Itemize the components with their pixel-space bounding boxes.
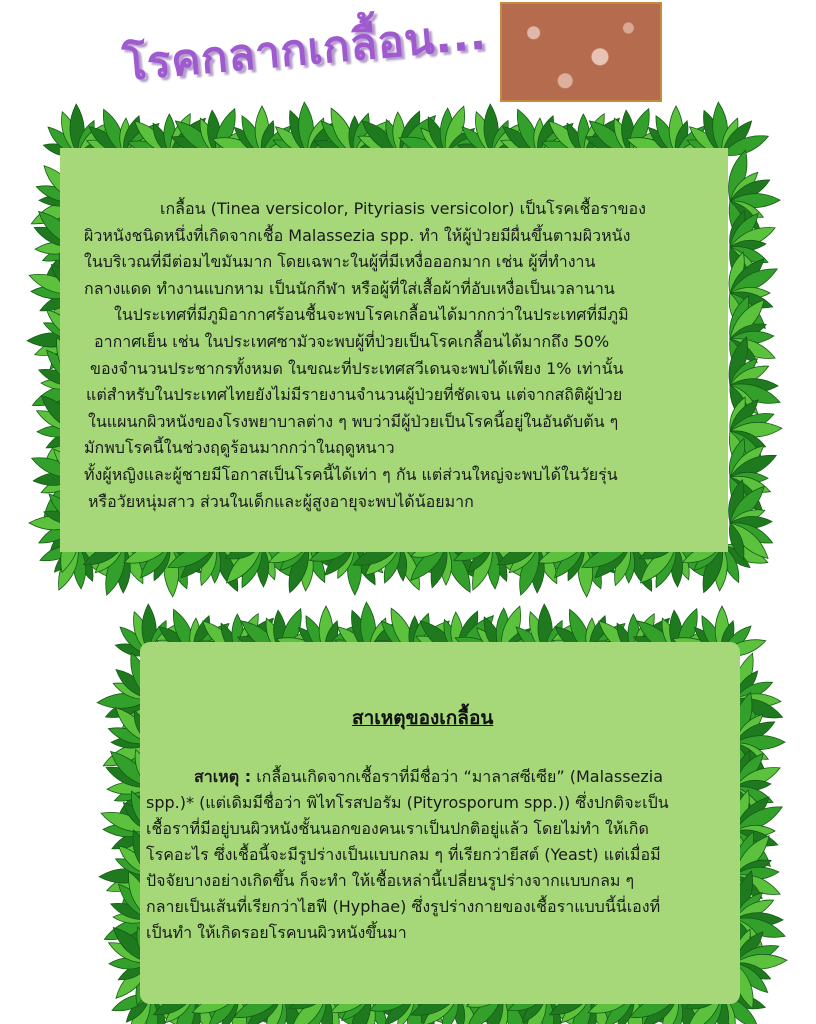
- cause-heading: สาเหตุของเกลื้อน: [352, 707, 494, 729]
- cause-text: [146, 764, 736, 946]
- cause-label: สาเหตุ :: [194, 767, 252, 786]
- intro-line: หรือวัยหนุ่มสาว ส่วนในเด็กและผู้สูงอายุจะพบได้น้อยมาก: [88, 491, 474, 511]
- intro-line: อากาศเย็น เช่น ในประเทศซามัวจะพบผู้ที่ป่วยเป็นโรคเกลื้อนได้มากถึง 50%: [94, 331, 610, 351]
- intro-line: ในแผนกผิวหนังของโรงพยาบาลต่าง ๆ พบว่ามีผู้ป่วยเป็นโรคนี้อยู่ในอันดับต้น ๆ: [88, 411, 619, 431]
- cause-lead: เกลื้อนเกิดจากเชื้อราที่มีชื่อว่า “มาลาสซีเซีย” (Malassezia: [251, 767, 664, 786]
- cause-line: ปัจจัยบางอย่างเกิดขึ้น ก็จะทำ ให้เชื้อเหล่านี้เปลี่ยนรูปร่างจากแบบกลม ๆ: [146, 871, 635, 890]
- cause-line: เป็นทำ ให้เกิดรอยโรคบนผิวหนังขึ้นมา: [146, 923, 407, 942]
- cause-line: กลายเป็นเส้นที่เรียกว่าไฮฟี (Hyphae) ซึ่งรูปร่างกายของเชื้อราแบบนี้นี่เองที่: [146, 897, 661, 916]
- intro-line: ในประเทศที่มีภูมิอากาศร้อนชื้นจะพบโรคเกลื้อนได้มากกว่าในประเทศที่มีภูมิ: [114, 305, 629, 325]
- cause-line: โรคอะไร ซึ่งเชื้อนี้จะมีรูปร่างเป็นแบบกลม ๆ ที่เรียกว่ายีสต์ (Yeast) แต่เมื่อมี: [146, 845, 661, 864]
- cause-line: [146, 764, 736, 790]
- intro-line: เกลื้อน (Tinea versicolor, Pityriasis versicolor) เป็นโรคเชื้อราของ: [160, 199, 646, 218]
- intro-line: ทั้งผู้หญิงและผู้ชายมีโอกาสเป็นโรคนี้ได้เท่า ๆ กัน แต่ส่วนใหญ่จะพบได้ในวัยรุ่น: [84, 464, 618, 484]
- intro-line: แต่สำหรับในประเทศไทยยังไม่มีรายงานจำนวนผู้ป่วยที่ชัดเจน แต่จากสถิติผู้ป่วย: [86, 385, 623, 405]
- page-title: โรคกลากเกลื้อน...: [120, 8, 489, 92]
- intro-line: กลางแดด ทำงานแบกหาม เป็นนักกีฬา หรือผู้ที่ใส่เสื้อผ้าที่อับเหงื่อเป็นเวลานาน: [84, 278, 615, 298]
- cause-line: เชื้อราที่มีอยู่บนผิวหนังชั้นนอกของคนเราเป็นปกติอยู่แล้ว โดยไม่ทำ ให้เกิด: [146, 819, 649, 838]
- intro-line: ในบริเวณที่มีต่อมไขมันมาก โดยเฉพาะในผู้ที่มีเหงื่อออกมาก เช่น ผู้ที่ทำงาน: [84, 252, 596, 272]
- intro-text: [84, 196, 724, 515]
- intro-line: ผิวหนังชนิดหนึ่งที่เกิดจากเชื้อ Malassezia spp. ทำ ให้ผู้ป่วยมีผื่นขึ้นตามผิวหนัง: [84, 225, 631, 245]
- skin-lesion-photo: [500, 2, 662, 102]
- cause-line: spp.)* (แต่เดิมมีชื่อว่า พิไทโรสปอรัม (Pityrosporum spp.)) ซึ่งปกติจะเป็น: [146, 793, 669, 812]
- intro-line: มักพบโรคนี้ในช่วงฤดูร้อนมากกว่าในฤดูหนาว: [84, 438, 395, 458]
- intro-line: ของจำนวนประชากรทั้งหมด ในขณะที่ประเทศสวีเดนจะพบได้เพียง 1% เท่านั้น: [90, 358, 624, 378]
